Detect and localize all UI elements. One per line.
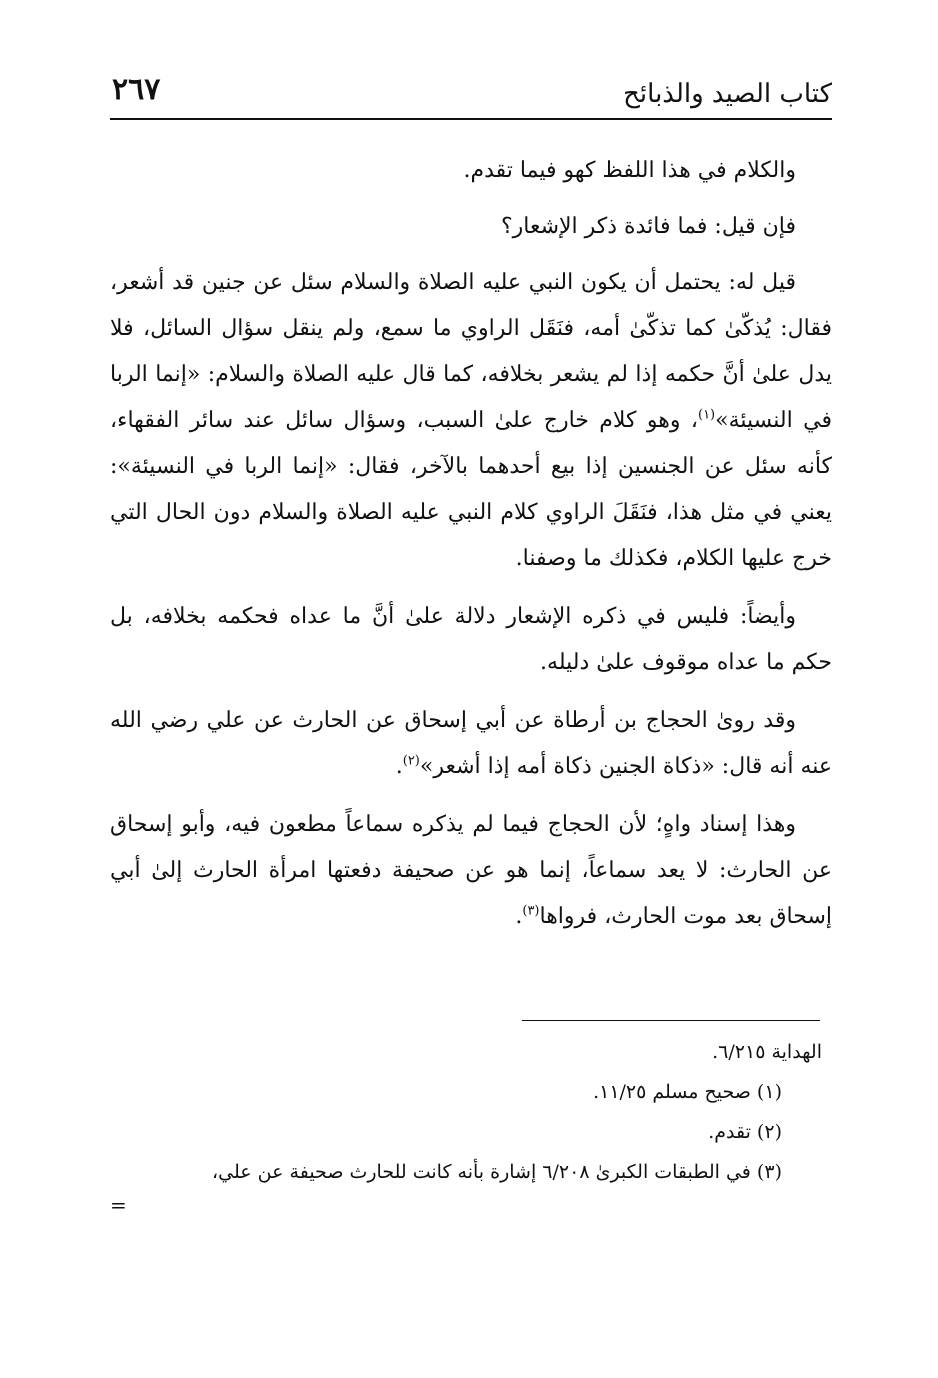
paragraph-3-text-b: ، وهو كلام خارج علىٰ السبب، وسؤال سائل عند سائر الفقهاء، كأنه سئل عن الجنسين إذا بيع أحدهما بالآخر، فقال: «إنما الربا في النسيئة»: يعني في مثل هذا، فنَقَلَ الراوي كلام النبي عليه الصلاة والسلام دون الحال التي خرج عليها الكلام، فكذلك ما وصفنا. — [110, 408, 832, 571]
footnote-ref-2: (٢) — [402, 753, 420, 769]
footnote-rule — [522, 1020, 820, 1021]
running-title: كتاب الصيد والذبائح — [623, 79, 832, 109]
page-number: ٢٦٧ — [112, 72, 161, 107]
header-rule — [110, 118, 832, 120]
paragraph-3-text-a: قيل له: يحتمل أن يكون النبي عليه الصلاة والسلام سئل عن جنين قد أشعر، فقال: يُذكّىٰ كما تذكّىٰ أمه، فنَقَل الراوي ما سمع، ولم ينقل سؤال السائل، فلا يدل علىٰ أنَّ حكمه إذا لم يشعر بخلافه، كما قال عليه الصلاة والسلام: «إنما الربا في النسيئة» — [110, 270, 832, 433]
paragraph-5 — [110, 698, 832, 790]
paragraph-3 — [110, 260, 832, 582]
footnotes — [110, 1032, 822, 1218]
footnote-continuation-mark: = — [110, 1193, 127, 1217]
running-header — [110, 68, 832, 120]
paragraph-5-text-a: وقد روىٰ الحجاج بن أرطاة عن أبي إسحاق عن الحارث عن علي رضي الله عنه أنه قال: «ذكاة الجنين ذكاة أمه إذا أشعر» — [110, 708, 832, 779]
paragraph-6-text-a: وهذا إسناد واهٍ؛ لأن الحجاج فيما لم يذكره سماعاً مطعون فيه، وأبو إسحاق عن الحارث: لا يعد سماعاً، إنما هو عن صحيفة دفعتها امرأة الحارث إلىٰ أبي إسحاق بعد موت الحارث، فرواها — [110, 812, 832, 929]
paragraph-6-text-b: . — [515, 904, 523, 929]
paragraph-6 — [110, 802, 832, 940]
footnote-3: (٣) في الطبقات الكبرىٰ ٦/٢٠٨ إشارة بأنه كانت للحارث صحيفة عن علي، — [212, 1161, 782, 1183]
paragraph-2: فإن قيل: فما فائدة ذكر الإشعار؟ — [500, 214, 796, 239]
paragraph-4: وأيضاً: فليس في ذكره الإشعار دلالة علىٰ أنَّ ما عداه فحكمه بخلافه، بل حكم ما عداه موقوف علىٰ دليله. — [110, 604, 832, 675]
footnote-2: (٢) تقدم. — [708, 1121, 782, 1143]
footnote-source: الهداية ٦/٢١٥. — [712, 1041, 822, 1063]
paragraph-1: والكلام في هذا اللفظ كهو فيما تقدم. — [463, 158, 796, 183]
footnote-ref-3: (٣) — [522, 903, 540, 919]
footnote-ref-1: (١) — [697, 407, 716, 423]
main-text — [110, 148, 832, 952]
paragraph-5-text-b: . — [395, 754, 403, 779]
footnote-1: (١) صحيح مسلم ١١/٢٥. — [593, 1081, 782, 1103]
